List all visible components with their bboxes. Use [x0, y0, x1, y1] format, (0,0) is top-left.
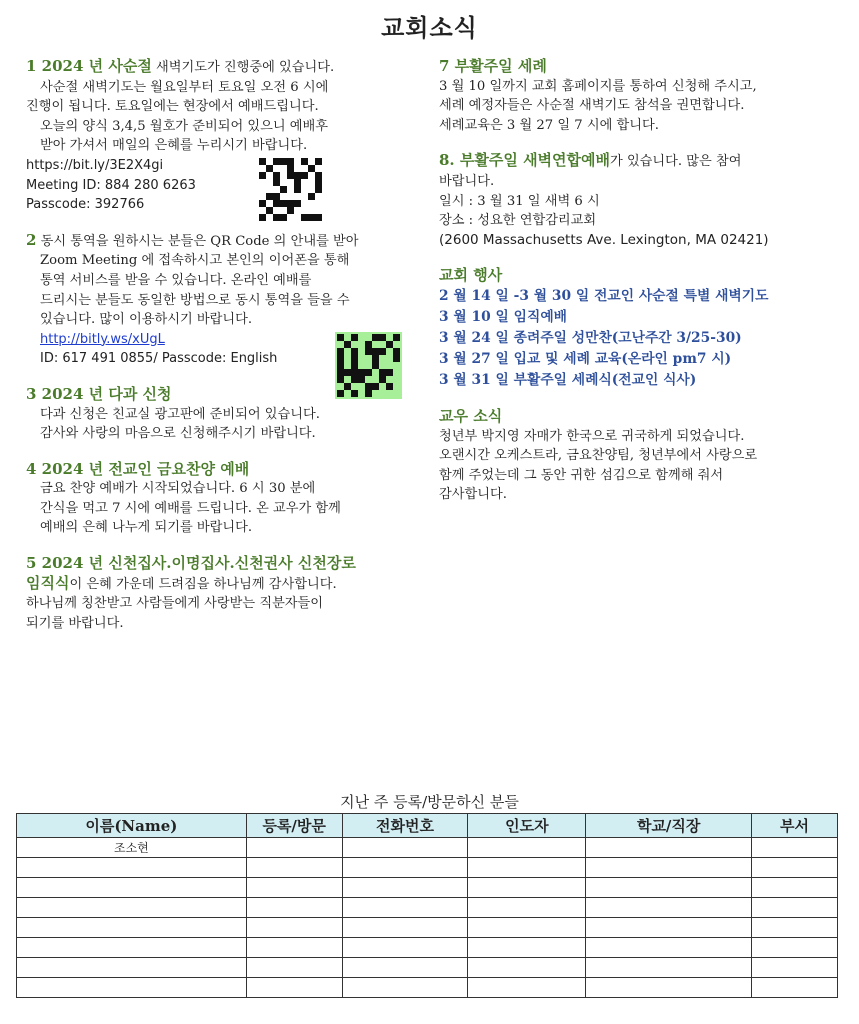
- s4-line3: 예배의 은혜 나누게 되기를 바랍니다.: [40, 520, 253, 536]
- s8-line1-text: 가 있습니다. 많은 참여: [610, 154, 742, 170]
- qr-module: [259, 193, 266, 200]
- events-heading: 교회 행사: [439, 266, 503, 285]
- qr-module: [351, 390, 358, 397]
- qr-module: [379, 376, 386, 383]
- qr-module: [351, 383, 358, 390]
- news-line4: 감사합니다.: [439, 487, 507, 503]
- table-cell: [468, 878, 586, 898]
- table-row: [17, 838, 838, 858]
- qr-module: [308, 193, 315, 200]
- table-cell: [17, 918, 247, 938]
- table-cell: [246, 938, 342, 958]
- qr-module: [386, 390, 393, 397]
- s4-line2: 간식을 먹고 7 시에 예배를 드립니다. 온 교우가 함께: [40, 500, 341, 516]
- qr-module: [365, 355, 372, 362]
- qr-module: [358, 383, 365, 390]
- qr-module: [358, 376, 365, 383]
- qr-module: [280, 214, 287, 221]
- qr-module: [351, 341, 358, 348]
- right-column: [439, 57, 835, 521]
- qr-module: [301, 165, 308, 172]
- s8-line1: [439, 151, 835, 172]
- qr-module: [365, 369, 372, 376]
- qr-module: [365, 390, 372, 397]
- qr-module: [294, 165, 301, 172]
- qr-module: [280, 200, 287, 207]
- qr-module: [372, 376, 379, 383]
- s2-line3: 통역 서비스를 받을 수 있습니다. 온라인 예배를: [40, 272, 312, 288]
- qr-module: [337, 348, 344, 355]
- qr-module: [337, 334, 344, 341]
- qr-module: [337, 376, 344, 383]
- table-cell: [246, 898, 342, 918]
- qr-module: [351, 348, 358, 355]
- section-friday-worship: [26, 460, 426, 538]
- header-register: 등록/방문: [246, 814, 342, 838]
- table-cell: [752, 958, 838, 978]
- qr-module: [273, 158, 280, 165]
- qr-module: [259, 179, 266, 186]
- table-cell: [752, 918, 838, 938]
- qr-module: [308, 179, 315, 186]
- qr-module: [273, 165, 280, 172]
- table-cell: [586, 878, 752, 898]
- s2-line4: 드리시는 분들도 동일한 방법으로 동시 통역을 들을 수: [40, 292, 350, 308]
- qr-module: [259, 158, 266, 165]
- qr-module: [372, 369, 379, 376]
- qr-module: [393, 355, 400, 362]
- qr-module: [365, 383, 372, 390]
- qr-module: [386, 348, 393, 355]
- qr-module: [365, 341, 372, 348]
- table-row: [17, 858, 838, 878]
- table-cell: [246, 838, 342, 858]
- qr-module: [287, 207, 294, 214]
- event-item: 2 월 14 일 -3 월 30 일 전교인 사순절 특별 새벽기도: [439, 287, 769, 304]
- s3-heading: 3 2024 년 다과 신청: [26, 384, 172, 403]
- qr-module: [266, 158, 273, 165]
- qr-module: [287, 172, 294, 179]
- qr-module: [344, 362, 351, 369]
- qr-module: [365, 376, 372, 383]
- qr-module: [301, 172, 308, 179]
- qr-module: [393, 383, 400, 390]
- s2-id: ID: 617 491 0855/ Passcode: English: [40, 351, 278, 367]
- table-cell: [17, 858, 247, 878]
- qr-module: [337, 383, 344, 390]
- table-cell: [468, 978, 586, 998]
- qr-module: [344, 376, 351, 383]
- qr-module: [337, 362, 344, 369]
- s4-line1: 금요 찬양 예배가 시작되었습니다. 6 시 30 분에: [40, 481, 316, 497]
- news-line2: 오랜시간 오케스트라, 금요찬양팀, 청년부에서 사랑으로: [439, 448, 758, 464]
- s1-passcode: Passcode: 392766: [26, 197, 145, 213]
- table-cell: [246, 918, 342, 938]
- table-cell: [17, 978, 247, 998]
- qr-module: [315, 214, 322, 221]
- header-school-work: 학교/직장: [586, 814, 752, 838]
- s5-line1-text: 이 은혜 가운데 드려짐을 하나님께 감사합니다.: [69, 576, 337, 592]
- table-cell: [342, 838, 468, 858]
- table-cell: [586, 938, 752, 958]
- qr-module: [315, 186, 322, 193]
- table-row: [17, 958, 838, 978]
- table-cell: [17, 938, 247, 958]
- section-lent-prayer: [26, 57, 426, 215]
- s1-line1: [26, 57, 426, 78]
- qr-module: [280, 193, 287, 200]
- qr-module: [337, 390, 344, 397]
- visitors-caption: 지난 주 등록/방문하신 분들: [340, 793, 519, 811]
- s7-heading: 7 부활주일 세례: [439, 57, 547, 75]
- s2-link[interactable]: http://bitly.ws/xUgL: [40, 331, 165, 347]
- s8-line2: 바랍니다.: [439, 173, 495, 189]
- qr-module: [301, 158, 308, 165]
- qr-module: [351, 334, 358, 341]
- qr-module: [273, 214, 280, 221]
- table-cell: [586, 838, 752, 858]
- qr-module: [273, 200, 280, 207]
- table-cell: [246, 978, 342, 998]
- qr-module: [337, 369, 344, 376]
- qr-module: [344, 383, 351, 390]
- qr-module: [273, 179, 280, 186]
- qr-module: [337, 341, 344, 348]
- qr-module: [386, 362, 393, 369]
- qr-code-icon: [335, 332, 402, 399]
- table-cell: [468, 958, 586, 978]
- qr-module: [344, 334, 351, 341]
- s5-line2: 하나님께 칭찬받고 사람들에게 사랑받는 직분자들이: [26, 596, 324, 612]
- left-column: [26, 57, 426, 649]
- qr-module: [308, 207, 315, 214]
- s5-line3: 되기를 바랍니다.: [26, 615, 124, 631]
- qr-module: [294, 179, 301, 186]
- qr-module: [259, 214, 266, 221]
- qr-module: [344, 390, 351, 397]
- qr-module: [266, 172, 273, 179]
- qr-module: [365, 348, 372, 355]
- qr-module: [344, 341, 351, 348]
- qr-module: [315, 207, 322, 214]
- s7-line1: 3 월 10 일까지 교회 홈페이지를 통하여 신청해 주시고,: [439, 78, 757, 94]
- qr-module: [379, 383, 386, 390]
- qr-module: [266, 193, 273, 200]
- qr-code-icon: [259, 158, 322, 221]
- s3-line1: 다과 신청은 친교실 광고판에 준비되어 있습니다.: [40, 406, 320, 422]
- event-item: 3 월 31 일 부활주일 세례식(전교인 식사): [439, 371, 697, 388]
- qr-module: [393, 348, 400, 355]
- qr-module: [294, 200, 301, 207]
- qr-module: [393, 334, 400, 341]
- table-cell: [342, 878, 468, 898]
- qr-module: [365, 362, 372, 369]
- s1-line4: 오늘의 양식 3,4,5 월호가 준비되어 있으니 예배후: [40, 118, 329, 134]
- table-cell: [468, 938, 586, 958]
- s8-line3: 일시 : 3 월 31 일 새벽 6 시: [439, 193, 600, 209]
- qr-module: [379, 390, 386, 397]
- qr-module: [372, 355, 379, 362]
- table-cell: [468, 858, 586, 878]
- s2-line2: Zoom Meeting 에 접속하시고 본인의 이어폰을 통해: [40, 253, 350, 269]
- qr-module: [344, 348, 351, 355]
- news-heading: 교우 소식: [439, 406, 503, 425]
- section-ordination: [26, 554, 426, 633]
- table-cell: [752, 898, 838, 918]
- qr-module: [266, 186, 273, 193]
- section-easter-dawn: [439, 151, 835, 250]
- qr-module: [372, 348, 379, 355]
- table-cell: [468, 918, 586, 938]
- qr-module: [287, 158, 294, 165]
- s2-line1: [26, 231, 426, 252]
- table-row: [17, 918, 838, 938]
- qr-module: [358, 390, 365, 397]
- qr-module: [280, 158, 287, 165]
- s8-heading: 8. 부활주일 새벽연합예배: [439, 151, 611, 170]
- qr-module: [266, 214, 273, 221]
- qr-module: [386, 334, 393, 341]
- s1-url[interactable]: https://bit.ly/3E2X4gi: [26, 157, 164, 173]
- qr-module: [308, 200, 315, 207]
- table-cell: [246, 878, 342, 898]
- qr-module: [259, 200, 266, 207]
- s5-heading-cont: 임직식: [26, 573, 70, 592]
- qr-module: [358, 355, 365, 362]
- qr-module: [259, 207, 266, 214]
- qr-module: [287, 193, 294, 200]
- qr-module: [372, 362, 379, 369]
- qr-module: [301, 200, 308, 207]
- table-cell: [342, 898, 468, 918]
- qr-module: [379, 369, 386, 376]
- qr-module: [287, 165, 294, 172]
- qr-module: [287, 200, 294, 207]
- qr-module: [280, 207, 287, 214]
- qr-module: [301, 193, 308, 200]
- qr-module: [301, 186, 308, 193]
- qr-module: [294, 186, 301, 193]
- qr-module: [393, 341, 400, 348]
- qr-module: [372, 383, 379, 390]
- qr-module: [273, 172, 280, 179]
- qr-module: [266, 165, 273, 172]
- table-cell: [342, 938, 468, 958]
- qr-module: [294, 172, 301, 179]
- table-row: [17, 938, 838, 958]
- qr-module: [294, 207, 301, 214]
- s8-line4: 장소 : 성요한 연합감리교회: [439, 213, 597, 229]
- table-cell: [752, 978, 838, 998]
- qr-module: [372, 390, 379, 397]
- qr-module: [287, 179, 294, 186]
- qr-module: [315, 200, 322, 207]
- qr-module: [259, 172, 266, 179]
- table-cell: [17, 898, 247, 918]
- table-cell: [342, 918, 468, 938]
- qr-module: [386, 341, 393, 348]
- table-cell: [586, 898, 752, 918]
- section-interpretation: [26, 231, 426, 369]
- table-cell: [752, 878, 838, 898]
- qr-module: [301, 214, 308, 221]
- table-cell: [586, 958, 752, 978]
- qr-module: [273, 193, 280, 200]
- qr-module: [358, 334, 365, 341]
- qr-module: [393, 390, 400, 397]
- table-cell: [342, 958, 468, 978]
- qr-module: [266, 179, 273, 186]
- qr-module: [386, 369, 393, 376]
- qr-module: [301, 179, 308, 186]
- table-cell: [342, 858, 468, 878]
- header-department: 부서: [752, 814, 838, 838]
- qr-module: [351, 362, 358, 369]
- s1-line2: 사순절 새벽기도는 월요일부터 토요일 오전 6 시에: [40, 79, 329, 95]
- qr-module: [351, 376, 358, 383]
- table-row: [17, 878, 838, 898]
- table-cell: [468, 898, 586, 918]
- qr-module: [344, 369, 351, 376]
- qr-module: [379, 348, 386, 355]
- table-cell: [752, 858, 838, 878]
- table-cell: [752, 838, 838, 858]
- qr-module: [259, 186, 266, 193]
- s2-line5: 있습니다. 많이 이용하시기 바랍니다.: [40, 312, 253, 328]
- qr-module: [393, 369, 400, 376]
- qr-module: [315, 179, 322, 186]
- qr-module: [294, 193, 301, 200]
- qr-module: [351, 369, 358, 376]
- news-line1: 청년부 박지영 자매가 한국으로 귀국하게 되었습니다.: [439, 428, 745, 444]
- s4-heading: 4 2024 년 전교인 금요찬양 예배: [26, 459, 250, 478]
- s3-line2: 감사와 사랑의 마음으로 신청해주시기 바랍니다.: [40, 426, 316, 442]
- s7-line2: 세례 예정자들은 사순절 새벽기도 참석을 권면합니다.: [439, 98, 745, 114]
- table-cell: [17, 878, 247, 898]
- s5-heading: 5 2024 년 신천집사.이명집사.신천권사 신천장로: [26, 554, 356, 573]
- section-member-news: [439, 407, 835, 505]
- qr-module: [301, 207, 308, 214]
- qr-module: [287, 214, 294, 221]
- s1-heading: 1 2024 년 사순절: [26, 57, 152, 75]
- table-cell: [246, 958, 342, 978]
- s1-line1-text: 새벽기도가 진행중에 있습니다.: [151, 60, 335, 75]
- qr-module: [259, 165, 266, 172]
- event-item: 3 월 10 일 임직예배: [439, 308, 567, 325]
- table-cell: [246, 858, 342, 878]
- qr-module: [266, 200, 273, 207]
- event-item: 3 월 24 일 종려주일 성만찬(고난주간 3/25-30): [439, 329, 742, 346]
- qr-module: [379, 334, 386, 341]
- qr-module: [393, 376, 400, 383]
- qr-module: [358, 348, 365, 355]
- qr-module: [287, 186, 294, 193]
- qr-module: [344, 355, 351, 362]
- qr-module: [315, 193, 322, 200]
- page-title: 교회소식: [381, 13, 478, 42]
- qr-module: [358, 369, 365, 376]
- qr-module: [280, 165, 287, 172]
- table-cell: [586, 918, 752, 938]
- table-cell: [586, 978, 752, 998]
- table-cell: [752, 938, 838, 958]
- section-baptism: [439, 57, 835, 135]
- event-item: 3 월 27 일 입교 및 세례 교육(온라인 pm7 시): [439, 350, 732, 367]
- qr-module: [337, 355, 344, 362]
- qr-module: [386, 355, 393, 362]
- qr-module: [315, 158, 322, 165]
- qr-module: [358, 341, 365, 348]
- qr-module: [273, 207, 280, 214]
- table-row: [17, 898, 838, 918]
- header-guide: 인도자: [468, 814, 586, 838]
- qr-module: [308, 214, 315, 221]
- qr-module: [308, 165, 315, 172]
- qr-module: [308, 158, 315, 165]
- news-line3: 함께 주었는데 그 동안 귀한 섬김으로 함께해 줘서: [439, 467, 724, 483]
- table-header-row: [17, 814, 838, 838]
- s1-line3: 진행이 됩니다. 토요일에는 현장에서 예배드립니다.: [26, 99, 319, 115]
- qr-module: [379, 355, 386, 362]
- qr-module: [365, 334, 372, 341]
- qr-module: [266, 207, 273, 214]
- qr-module: [351, 355, 358, 362]
- table-row: [17, 978, 838, 998]
- table-cell: [586, 858, 752, 878]
- qr-module: [294, 158, 301, 165]
- s1-line5: 받아 가셔서 매일의 은혜를 누리시기 바랍니다.: [40, 138, 308, 154]
- qr-module: [273, 186, 280, 193]
- s5-line1: [26, 574, 426, 595]
- s2-line1-text: 동시 통역을 원하시는 분들은 QR Code 의 안내를 받아: [36, 233, 359, 249]
- qr-module: [315, 172, 322, 179]
- qr-module: [386, 376, 393, 383]
- qr-module: [315, 165, 322, 172]
- qr-module: [358, 362, 365, 369]
- table-cell: 조소현: [17, 838, 247, 858]
- qr-module: [386, 383, 393, 390]
- s8-line5: (2600 Massachusetts Ave. Lexington, MA 02421): [439, 231, 769, 248]
- qr-module: [280, 179, 287, 186]
- table-cell: [17, 958, 247, 978]
- table-cell: [342, 978, 468, 998]
- header-name: 이름(Name): [17, 814, 247, 838]
- qr-module: [372, 334, 379, 341]
- qr-module: [393, 362, 400, 369]
- qr-module: [280, 172, 287, 179]
- qr-module: [379, 341, 386, 348]
- qr-module: [308, 186, 315, 193]
- qr-module: [294, 214, 301, 221]
- s2-number: 2: [26, 230, 37, 249]
- s1-meeting-id: Meeting ID: 884 280 6263: [26, 177, 196, 193]
- qr-module: [280, 186, 287, 193]
- header-phone: 전화번호: [342, 814, 468, 838]
- qr-module: [372, 341, 379, 348]
- qr-module: [379, 362, 386, 369]
- table-cell: [468, 838, 586, 858]
- section-events: [439, 266, 835, 391]
- visitors-table: [16, 813, 838, 998]
- qr-module: [308, 172, 315, 179]
- s7-line3: 세례교육은 3 월 27 일 7 시에 합니다.: [439, 117, 659, 133]
